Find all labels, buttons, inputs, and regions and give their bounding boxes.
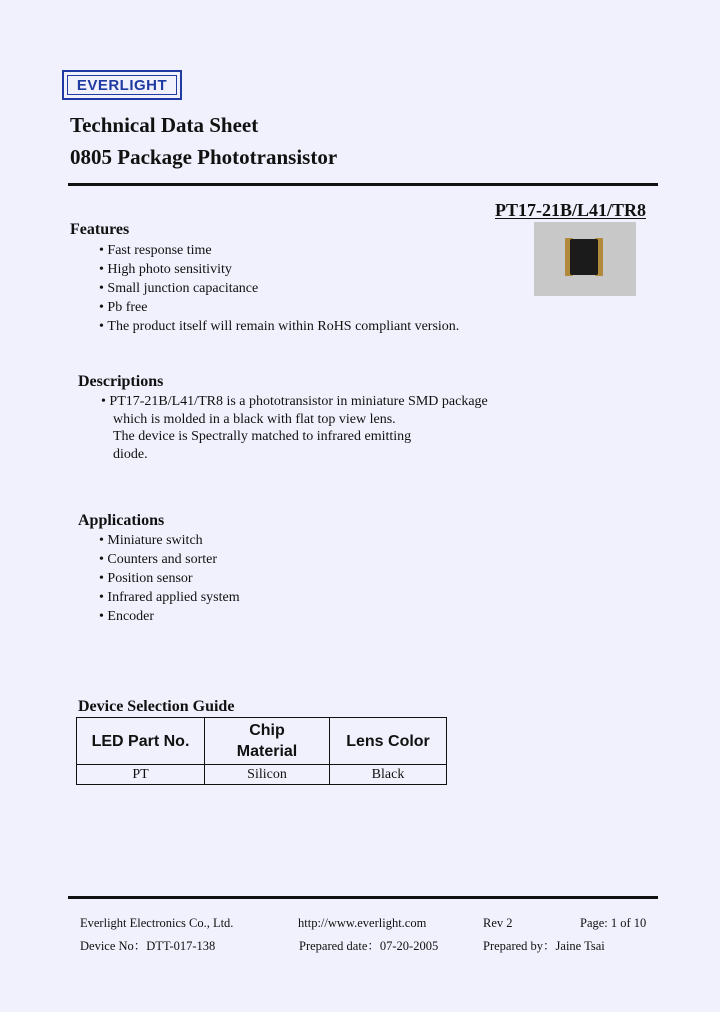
description-line: The device is Spectrally matched to infrared emitting [113,429,412,444]
features-heading: Features [70,221,130,238]
footer-page: Page: 1 of 10 [580,916,647,930]
footer-rev: Rev 2 [483,916,513,930]
list-item: • Position sensor [99,569,240,588]
footer-website[interactable]: http://www.everlight.com [298,916,427,930]
footer-device-no: Device No：DTT-017-138 [80,939,216,953]
descriptions-heading: Descriptions [78,373,164,390]
table-row [77,765,447,785]
header-material-line: Material [236,743,298,760]
applications-heading: Applications [78,512,165,529]
header-led-part-no: LED Part No. [77,718,205,765]
list-item: • Infrared applied system [99,588,240,607]
list-item: • Miniature switch [99,531,240,550]
selection-guide-heading: Device Selection Guide [78,698,235,715]
selection-guide-table [76,717,447,785]
list-item: • Pb free [99,298,459,317]
features-list [99,241,459,336]
cell-part-no: PT [77,765,205,785]
footer-company: Everlight Electronics Co., Ltd. [80,916,234,930]
list-item: • Counters and sorter [99,550,240,569]
description-line: diode. [113,446,148,462]
header-chip-line: Chip [249,722,285,739]
header-divider [68,183,658,186]
description-line: • PT17-21B/L41/TR8 is a phototransistor in miniature SMD package [101,394,488,409]
document-subtitle: 0805 Package Phototransistor [70,145,338,169]
header-chip-material [205,718,330,765]
list-item: • Encoder [99,607,240,626]
list-item: • Fast response time [99,241,459,260]
logo-text: EVERLIGHT [67,75,177,95]
footer-prepared-by: Prepared by：Jaine Tsai [483,939,605,953]
product-photo [534,222,636,296]
cell-chip-material: Silicon [205,765,330,785]
chip-body [570,239,598,275]
footer-prepared-date: Prepared date：07-20-2005 [299,939,439,953]
list-item: • Small junction capacitance [99,279,459,298]
list-item: • The product itself will remain within RoHS compliant version. [99,317,459,336]
table-header-row [77,718,447,765]
everlight-logo [62,70,182,100]
footer-divider [68,896,658,899]
header-lens-color: Lens Color [330,718,447,765]
cell-lens-color: Black [330,765,447,785]
description-line: which is molded in a black with flat top view lens. [113,411,396,427]
list-item: • High photo sensitivity [99,260,459,279]
part-number: PT17-21B/L41/TR8 [494,200,646,220]
document-title: Technical Data Sheet [70,113,259,137]
descriptions-body [101,393,488,463]
applications-list [99,531,240,626]
